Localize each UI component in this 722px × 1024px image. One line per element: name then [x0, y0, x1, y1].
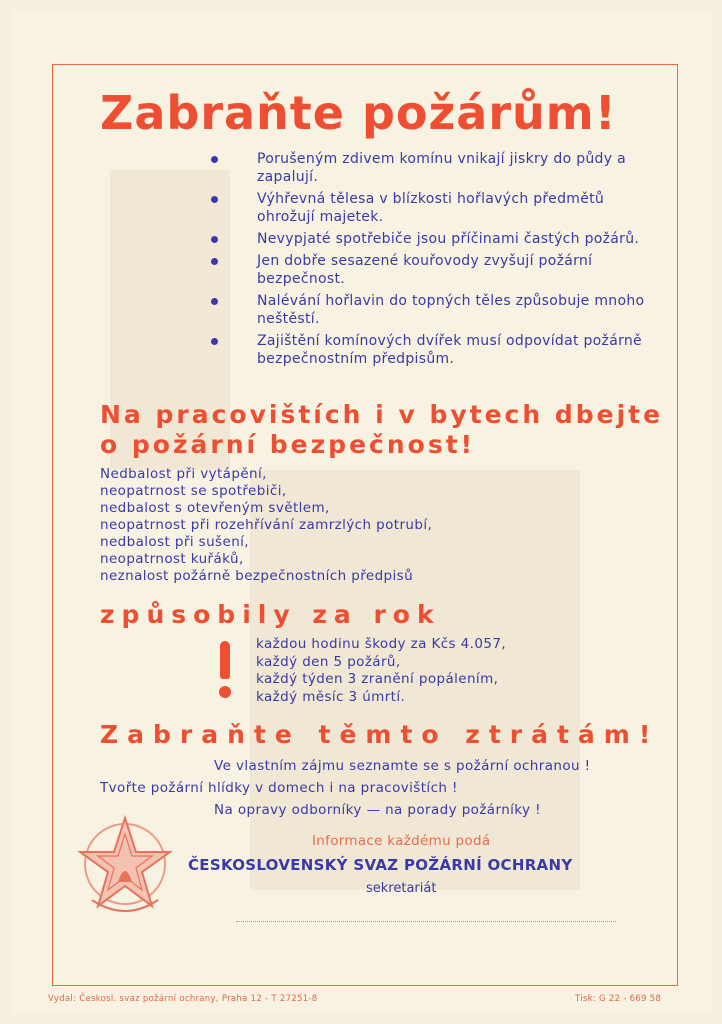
causes-list [100, 466, 432, 585]
heading-workplaces: Na pracovištích i v bytech dbejte [100, 400, 664, 429]
cause-line: nedbalost s otevřeným světlem, [100, 500, 330, 516]
bullet-item: Nalévání hořlavin do topných těles způsobuje mnoho neštěstí. [205, 292, 645, 328]
bullet-dot-icon [211, 156, 218, 163]
bullet-list [205, 150, 645, 372]
publisher-footer: Vydal: Českosl. svaz požární ochrany, Praha 12 - T 27251-8 [48, 994, 318, 1004]
cause-line: Nedbalost při vytápění, [100, 466, 267, 482]
statistics-list [256, 636, 506, 706]
bullet-dot-icon [211, 258, 218, 265]
secretariat-label: sekretariát [366, 881, 437, 896]
stat-line: každý měsíc 3 úmrtí. [256, 688, 406, 705]
appeal-line: Tvořte požární hlídky v domech i na pracovištích ! [100, 780, 458, 796]
bullet-dot-icon [211, 298, 218, 305]
cause-line: nedbalost při sušení, [100, 534, 249, 550]
print-code-footer: Tisk: G 22 - 669 58 [575, 994, 662, 1004]
cause-line: neopatrnost kuřáků, [100, 551, 244, 567]
appeal-line: Ve vlastním zájmu seznamte se s požární ochranou ! [214, 758, 591, 774]
bullet-item: Jen dobře sesazené kouřovody zvyšují požární bezpečnost. [205, 252, 645, 288]
bullet-dot-icon [211, 338, 218, 345]
dotted-signature-line [236, 921, 616, 922]
exclamation-dot-icon [219, 686, 231, 698]
info-line: Informace každému podá [312, 833, 491, 849]
bullet-item: Zajištění komínových dvířek musí odpovídat požárně bezpečnostním předpisům. [205, 332, 645, 368]
cause-line: neopatrnost při rozehřívání zamrzlých potrubí, [100, 517, 433, 533]
bullet-dot-icon [211, 196, 218, 203]
stat-line: každou hodinu škody za Kčs 4.057, [256, 636, 507, 652]
bullet-dot-icon [211, 236, 218, 243]
organization-name: ČESKOSLOVENSKÝ SVAZ POŽÁRNÍ OCHRANY [188, 856, 573, 874]
bullet-item: Porušeným zdivem komínu vnikají jiskry do půdy a zapalují. [205, 150, 645, 186]
cause-line: neznalost požárně bezpečnostních předpisů [100, 568, 414, 584]
star-emblem-icon [78, 812, 172, 922]
stat-line: každý den 5 požárů, [256, 653, 401, 670]
bullet-item: Výhřevná tělesa v blízkosti hořlavých předmětů ohrožují majetek. [205, 190, 645, 226]
heading-caused-per-year: způsobily za rok [100, 600, 441, 629]
heading-fire-safety: o požární bezpečnost! [100, 430, 476, 459]
appeal-line: Na opravy odborníky — na porady požárníky ! [214, 802, 541, 818]
cause-line: neopatrnost se spotřebiči, [100, 483, 287, 499]
heading-prevent-losses: Zabraňte těmto ztrátám! [100, 720, 660, 749]
stat-line: každý týden 3 zranění popálením, [256, 671, 499, 687]
exclamation-icon [220, 641, 230, 679]
bullet-item: Nevypjaté spotřebiče jsou příčinami častých požárů. [205, 230, 645, 248]
poster-title: Zabraňte požárům! [100, 86, 617, 140]
